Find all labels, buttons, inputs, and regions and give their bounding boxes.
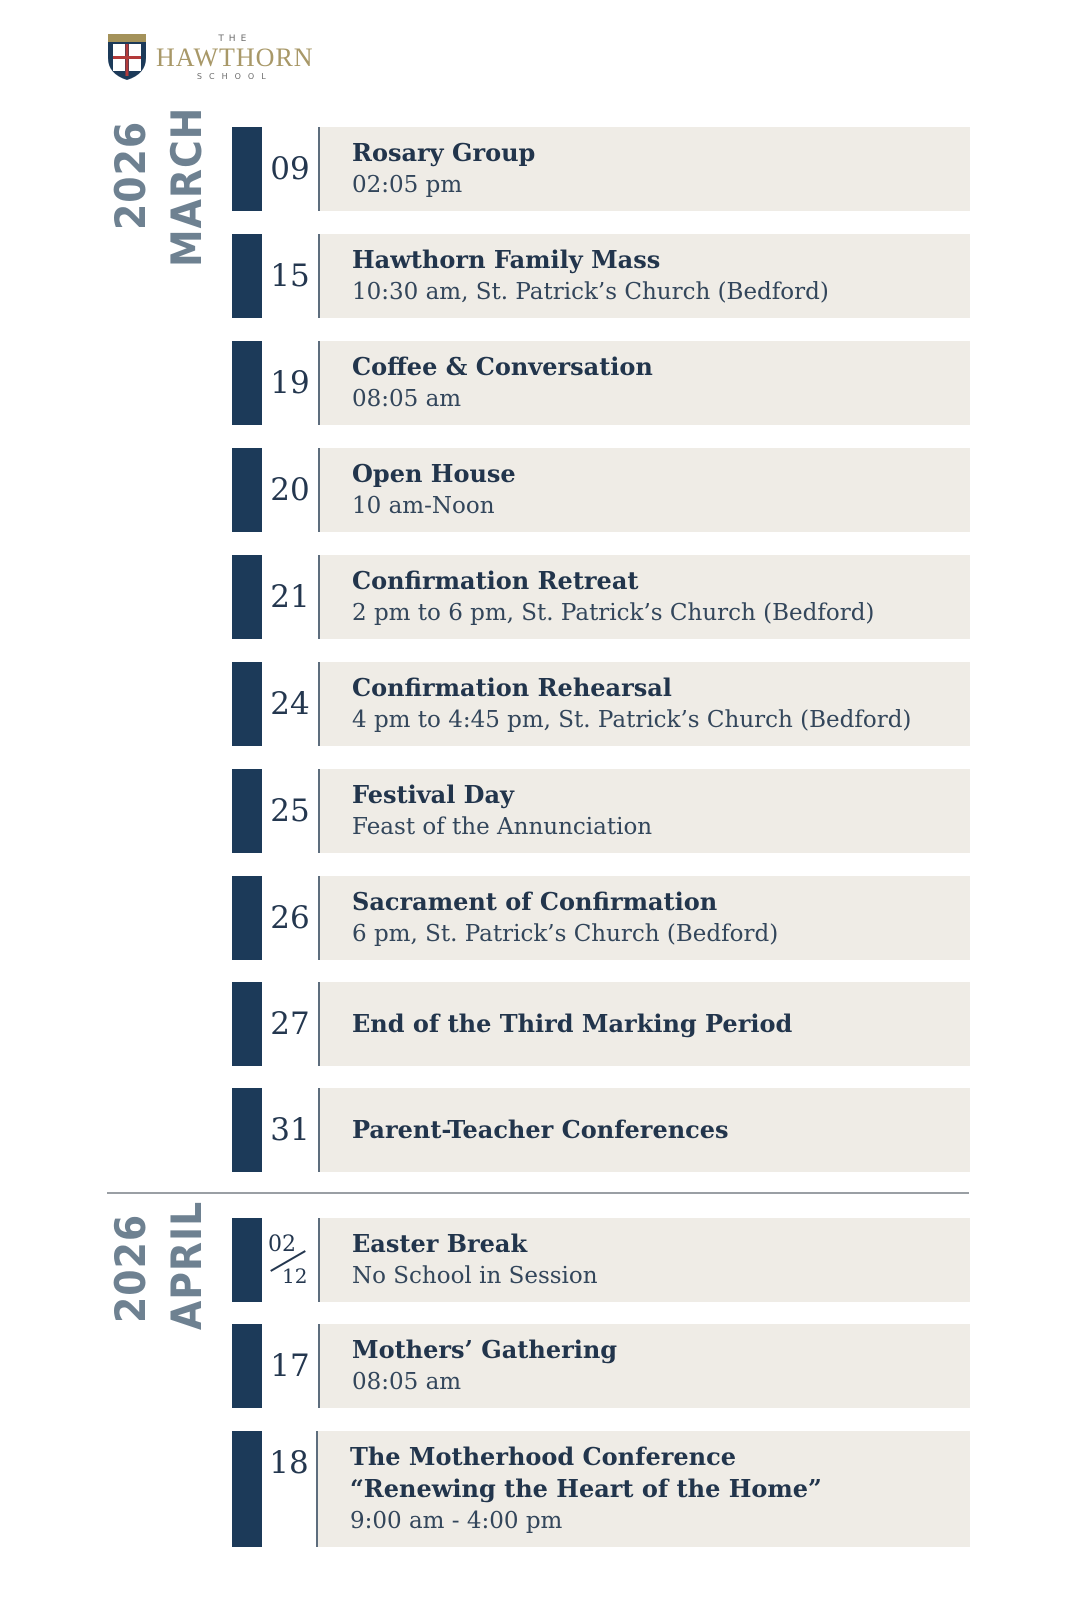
event-accent-bar bbox=[232, 234, 262, 318]
event-row bbox=[232, 769, 970, 853]
logo-name: HAWTHORN bbox=[156, 42, 314, 72]
event-accent-bar bbox=[232, 555, 262, 639]
event-detail: 9:00 am - 4:00 pm bbox=[350, 1508, 563, 1534]
event-accent-bar bbox=[232, 982, 262, 1066]
event-title: Open House bbox=[352, 459, 516, 488]
event-row bbox=[232, 1324, 970, 1408]
event-title: Festival Day bbox=[352, 780, 514, 809]
event-info bbox=[320, 555, 874, 639]
event-title: Confirmation Retreat bbox=[352, 566, 639, 595]
event-info bbox=[320, 1088, 729, 1172]
event-info bbox=[320, 876, 778, 960]
event-detail: 2 pm to 6 pm, St. Patrick’s Church (Bedford) bbox=[352, 600, 875, 626]
event-row bbox=[232, 127, 970, 211]
logo-wordmark bbox=[156, 34, 314, 81]
event-detail: 6 pm, St. Patrick’s Church (Bedford) bbox=[352, 921, 779, 947]
event-date: 09 bbox=[262, 127, 320, 211]
event-info bbox=[320, 234, 829, 318]
event-row bbox=[232, 662, 970, 746]
event-title: Sacrament of Confirmation bbox=[352, 887, 718, 916]
event-title: The Motherhood Conference bbox=[350, 1442, 736, 1471]
logo-school: SCHOOL bbox=[196, 71, 273, 81]
event-date-range bbox=[262, 1218, 320, 1302]
event-accent-bar bbox=[232, 127, 262, 211]
event-date-end: 12 bbox=[282, 1264, 308, 1288]
event-row bbox=[232, 1088, 970, 1172]
event-detail: 02:05 pm bbox=[352, 172, 463, 198]
event-accent-bar bbox=[232, 876, 262, 960]
event-info bbox=[320, 982, 792, 1066]
event-info bbox=[320, 448, 516, 532]
event-date: 17 bbox=[262, 1324, 320, 1408]
march-year-label: 2026 bbox=[106, 120, 155, 230]
event-title: Hawthorn Family Mass bbox=[352, 245, 661, 274]
event-detail: Feast of the Annunciation bbox=[352, 814, 653, 840]
event-accent-bar bbox=[232, 1218, 262, 1302]
crest-icon bbox=[106, 32, 148, 82]
event-row bbox=[232, 341, 970, 425]
event-date-start: 02 bbox=[268, 1232, 296, 1257]
event-accent-bar bbox=[232, 1324, 262, 1408]
event-row bbox=[232, 1218, 970, 1302]
event-title: Coffee & Conversation bbox=[352, 352, 653, 381]
event-accent-bar bbox=[232, 1431, 262, 1547]
event-date: 24 bbox=[262, 662, 320, 746]
event-detail: 10 am-Noon bbox=[352, 493, 495, 519]
event-title: Confirmation Rehearsal bbox=[352, 673, 672, 702]
event-accent-bar bbox=[232, 341, 262, 425]
event-info bbox=[320, 341, 653, 425]
event-accent-bar bbox=[232, 448, 262, 532]
event-date: 31 bbox=[262, 1088, 320, 1172]
april-year-label: 2026 bbox=[106, 1213, 155, 1323]
event-row bbox=[232, 1431, 970, 1547]
event-info bbox=[320, 1324, 617, 1408]
event-date: 27 bbox=[262, 982, 320, 1066]
event-title: Easter Break bbox=[352, 1229, 528, 1258]
event-detail: 4 pm to 4:45 pm, St. Patrick’s Church (Bedford) bbox=[352, 707, 912, 733]
event-title: Parent-Teacher Conferences bbox=[352, 1115, 729, 1144]
event-accent-bar bbox=[232, 1088, 262, 1172]
event-row bbox=[232, 555, 970, 639]
event-date: 20 bbox=[262, 448, 320, 532]
event-date: 25 bbox=[262, 769, 320, 853]
event-detail: 08:05 am bbox=[352, 1369, 462, 1395]
event-info bbox=[320, 662, 911, 746]
event-info bbox=[320, 127, 535, 211]
event-row bbox=[232, 448, 970, 532]
march-month-label: MARCH bbox=[162, 106, 211, 267]
school-logo bbox=[106, 32, 314, 82]
event-date: 21 bbox=[262, 555, 320, 639]
section-divider bbox=[107, 1192, 969, 1194]
logo-the: THE bbox=[218, 33, 252, 44]
event-title: End of the Third Marking Period bbox=[352, 1009, 793, 1038]
event-detail: 10:30 am, St. Patrick’s Church (Bedford) bbox=[352, 279, 829, 305]
event-accent-bar bbox=[232, 769, 262, 853]
event-date: 18 bbox=[262, 1431, 318, 1547]
event-title: Mothers’ Gathering bbox=[352, 1335, 618, 1364]
event-info bbox=[318, 1431, 822, 1547]
event-row bbox=[232, 876, 970, 960]
event-date: 19 bbox=[262, 341, 320, 425]
event-subtitle: “Renewing the Heart of the Home” bbox=[350, 1474, 822, 1503]
event-info bbox=[320, 1218, 598, 1302]
event-detail: 08:05 am bbox=[352, 386, 462, 412]
event-title: Rosary Group bbox=[352, 138, 536, 167]
event-date: 15 bbox=[262, 234, 320, 318]
event-info bbox=[320, 769, 652, 853]
april-month-label: APRIL bbox=[162, 1200, 211, 1330]
event-detail: No School in Session bbox=[352, 1263, 598, 1289]
event-accent-bar bbox=[232, 662, 262, 746]
event-date: 26 bbox=[262, 876, 320, 960]
event-row bbox=[232, 982, 970, 1066]
event-row bbox=[232, 234, 970, 318]
